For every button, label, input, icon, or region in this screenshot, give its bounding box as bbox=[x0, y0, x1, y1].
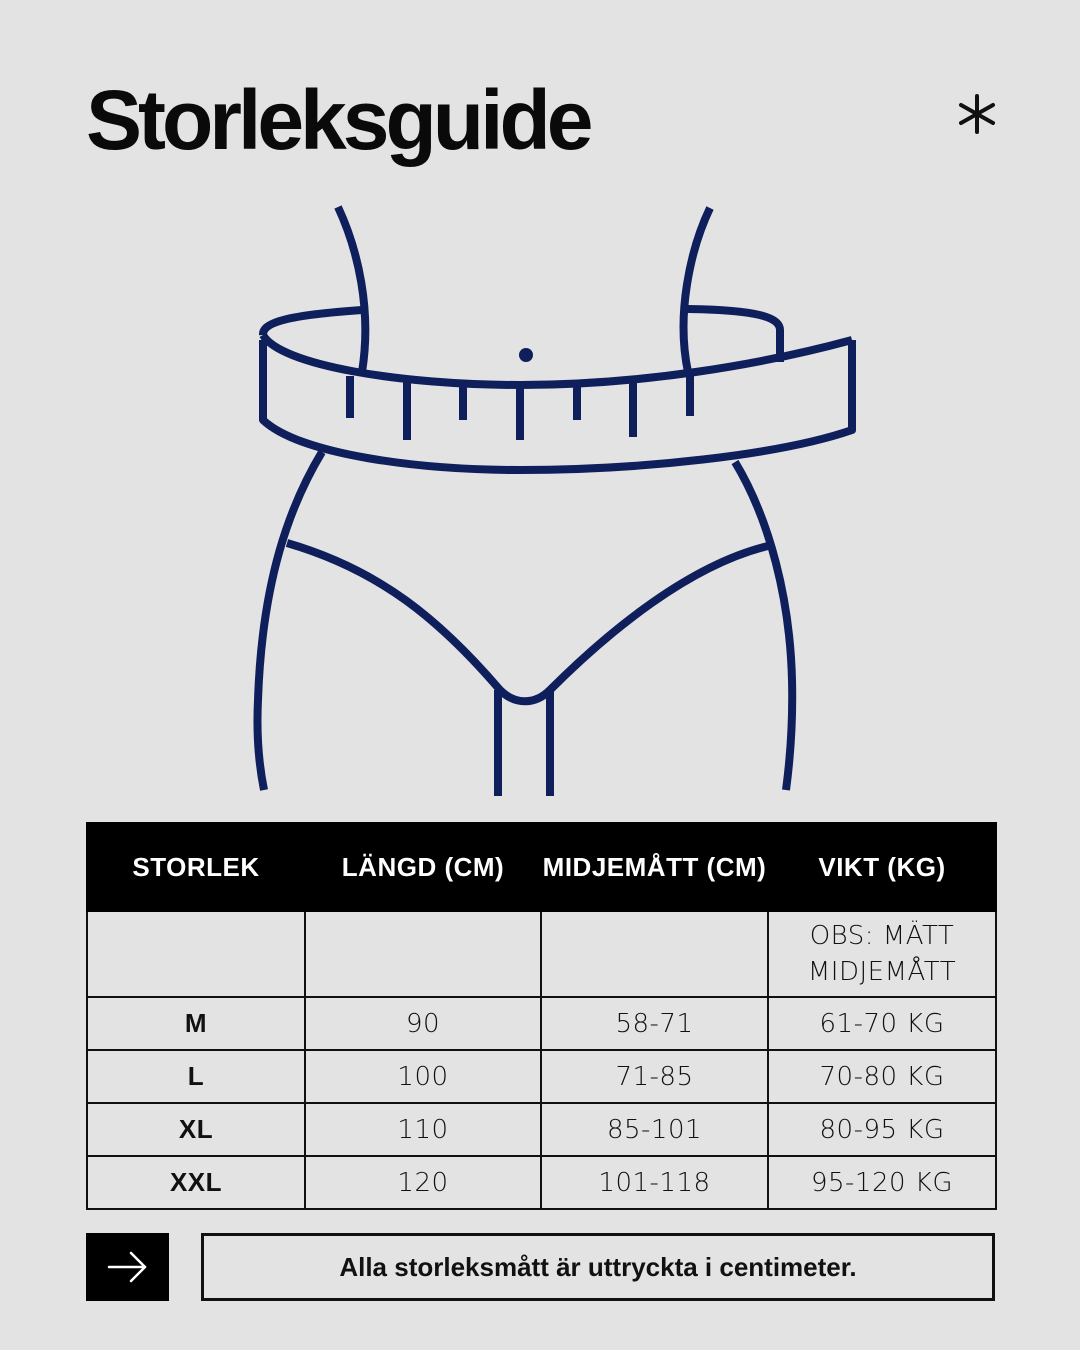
size-cell: L bbox=[87, 1050, 305, 1103]
table-row bbox=[87, 1103, 996, 1156]
header-weight: VIKT (KG) bbox=[768, 823, 996, 911]
weight-note: OBS: MÄTT MIDJEMÅTT bbox=[768, 911, 996, 997]
size-cell: XL bbox=[87, 1103, 305, 1156]
size-cell: XXL bbox=[87, 1156, 305, 1209]
weight-cell: 80-95 KG bbox=[768, 1103, 996, 1156]
weight-cell: 61-70 KG bbox=[768, 997, 996, 1050]
table-cell bbox=[305, 911, 541, 997]
arrow-button[interactable] bbox=[86, 1233, 169, 1301]
size-table bbox=[86, 822, 997, 1210]
length-cell: 120 bbox=[305, 1156, 541, 1209]
weight-cell: 70-80 KG bbox=[768, 1050, 996, 1103]
table-cell bbox=[541, 911, 768, 997]
waist-cell: 71-85 bbox=[541, 1050, 768, 1103]
length-cell: 90 bbox=[305, 997, 541, 1050]
table-note-row bbox=[87, 911, 996, 997]
table-row bbox=[87, 1156, 996, 1209]
header-waist: MIDJEMÅTT (CM) bbox=[541, 823, 768, 911]
page-title: Storleksguide bbox=[86, 73, 590, 167]
table-row bbox=[87, 1050, 996, 1103]
size-cell: M bbox=[87, 997, 305, 1050]
units-footnote: Alla storleksmått är uttryckta i centimeter. bbox=[201, 1233, 995, 1301]
waist-cell: 85-101 bbox=[541, 1103, 768, 1156]
asterisk-icon bbox=[955, 92, 999, 136]
waist-measurement-illustration bbox=[250, 200, 870, 800]
length-cell: 110 bbox=[305, 1103, 541, 1156]
table-row bbox=[87, 997, 996, 1050]
table-cell bbox=[87, 911, 305, 997]
length-cell: 100 bbox=[305, 1050, 541, 1103]
weight-cell: 95-120 KG bbox=[768, 1156, 996, 1209]
header-length: LÄNGD (CM) bbox=[305, 823, 541, 911]
table-header-row bbox=[87, 823, 996, 911]
header-size: STORLEK bbox=[87, 823, 305, 911]
arrow-right-icon bbox=[107, 1251, 149, 1283]
waist-cell: 101-118 bbox=[541, 1156, 768, 1209]
waist-cell: 58-71 bbox=[541, 997, 768, 1050]
